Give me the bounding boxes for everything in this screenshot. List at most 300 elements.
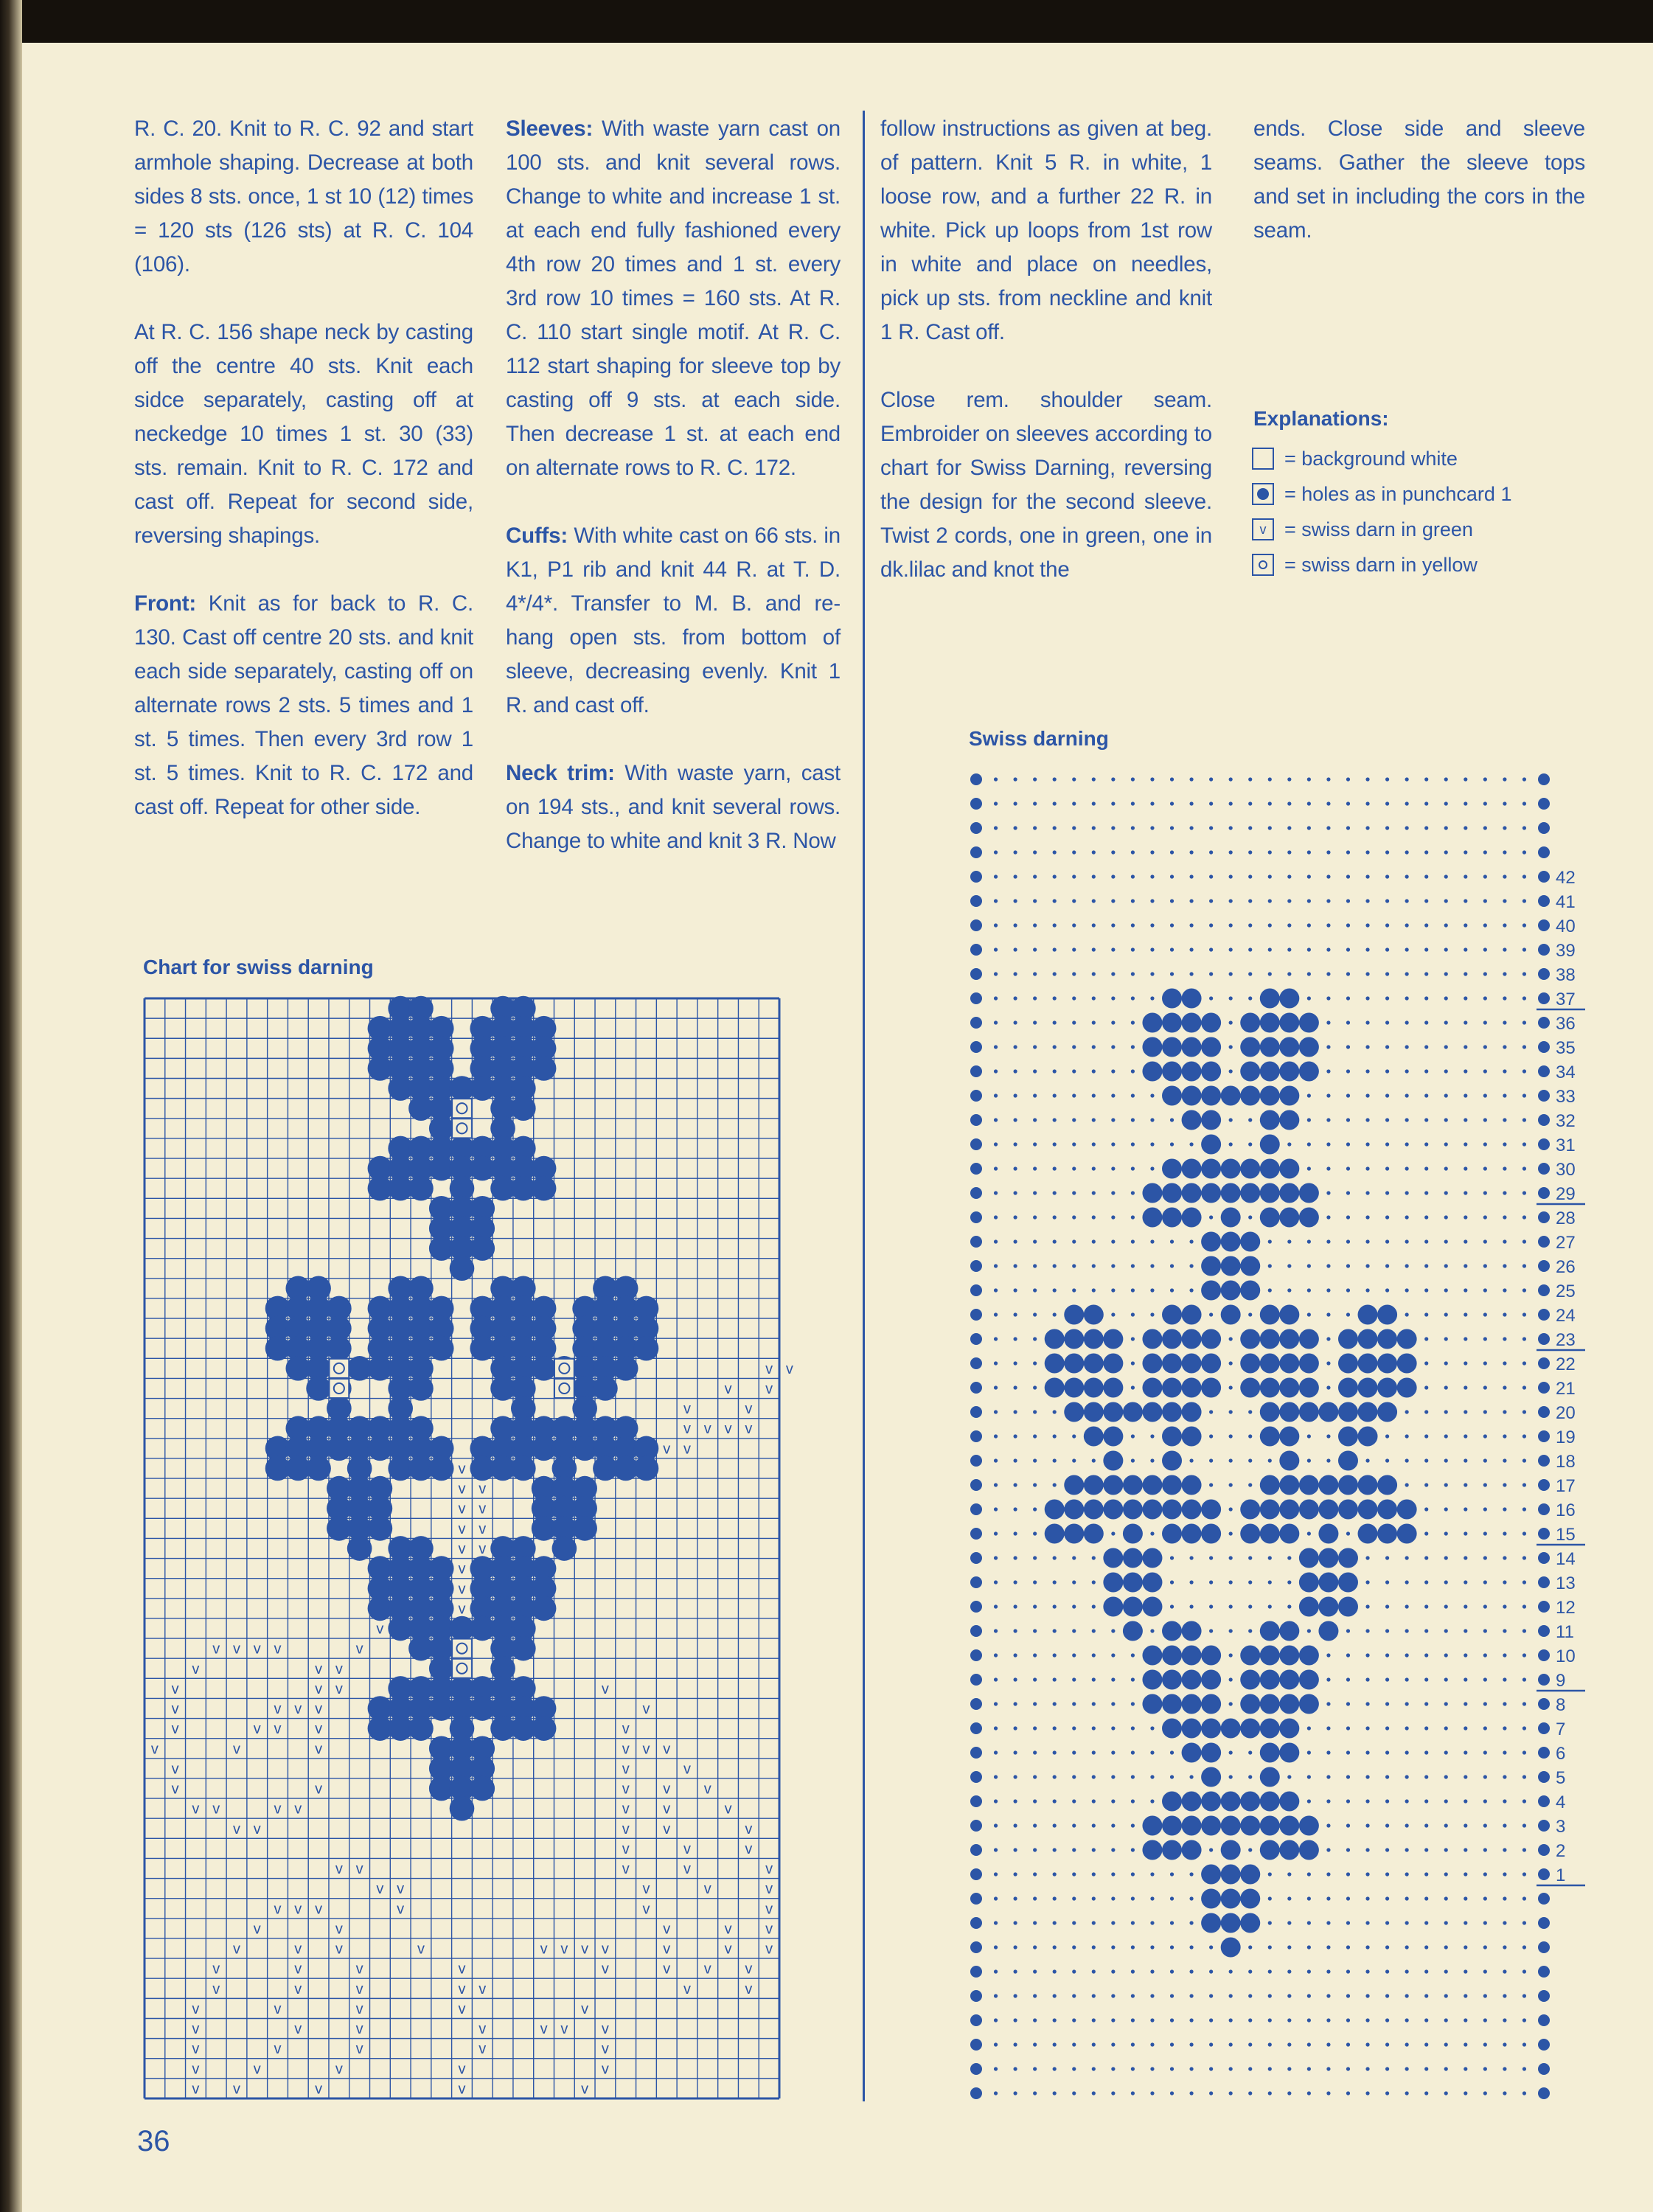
small-dot <box>1405 1848 1409 1851</box>
small-dot <box>1111 2091 1115 2095</box>
small-dot <box>1424 850 1428 854</box>
small-dot <box>1464 972 1467 975</box>
small-dot <box>1464 1726 1467 1730</box>
small-dot <box>1033 1507 1037 1511</box>
small-dot <box>1385 1093 1389 1097</box>
motif-hole <box>1084 1402 1104 1422</box>
small-dot <box>1033 1069 1037 1073</box>
motif-hole <box>1260 1792 1280 1812</box>
small-dot <box>994 947 998 951</box>
small-dot <box>1326 972 1330 975</box>
small-dot <box>1464 1921 1467 1924</box>
small-dot <box>1444 1288 1448 1292</box>
small-dot <box>1444 1556 1448 1559</box>
small-dot <box>1072 1580 1076 1584</box>
small-dot <box>1365 947 1369 951</box>
small-dot <box>1033 2091 1037 2095</box>
small-dot <box>1444 2018 1448 2022</box>
small-dot <box>994 1458 998 1462</box>
small-dot <box>1365 1604 1369 1608</box>
small-dot <box>1053 1556 1057 1559</box>
row-number: 22 <box>1556 1354 1576 1374</box>
small-dot <box>1014 801 1017 805</box>
small-dot <box>1033 2018 1037 2022</box>
small-dot <box>1150 1799 1154 1803</box>
small-dot <box>1424 1507 1428 1511</box>
paragraph-cuffs: Cuffs: With white cast on 66 sts. in K1, P1 rib and knit 44 R. at T. D. 4*/4*. Transfer to M. B. and re-hang open sts. from bottom of sleeve, decreasing evenly. Knit 1 R. and cast off. <box>506 524 841 717</box>
motif-cell <box>511 1096 536 1121</box>
small-dot <box>1424 1726 1428 1730</box>
small-dot <box>1033 1872 1037 1876</box>
motif-hole <box>1182 1305 1202 1325</box>
edge-hole <box>970 1966 982 1978</box>
small-dot <box>1424 2067 1428 2070</box>
green-v-mark: v <box>253 2061 261 2078</box>
small-dot <box>1131 1020 1135 1024</box>
small-dot <box>1483 1896 1487 1900</box>
v-mark-icon: v <box>1252 518 1274 540</box>
small-dot <box>1444 1580 1448 1584</box>
edge-hole <box>1538 773 1550 785</box>
yellow-cell <box>453 1099 472 1118</box>
small-dot <box>1150 1945 1154 1949</box>
yellow-cell <box>453 1119 472 1138</box>
motif-hole <box>1260 1524 1280 1544</box>
green-v-mark: v <box>765 1901 773 1918</box>
small-dot <box>1385 2091 1389 2095</box>
small-dot <box>1365 1677 1369 1681</box>
edge-hole <box>1538 1771 1550 1783</box>
edge-hole <box>1538 1163 1550 1175</box>
small-dot <box>1033 1653 1037 1657</box>
small-dot <box>1503 899 1506 902</box>
small-dot <box>1346 1872 1350 1876</box>
small-dot <box>1326 1264 1330 1267</box>
green-v-mark: v <box>458 1461 466 1478</box>
edge-hole <box>1538 1966 1550 1978</box>
small-dot <box>1307 1994 1311 1997</box>
small-dot <box>1268 1556 1272 1559</box>
small-dot <box>1503 1507 1506 1511</box>
small-dot <box>1444 1750 1448 1754</box>
row-number: 27 <box>1556 1233 1576 1253</box>
green-v-mark: v <box>355 1961 363 1978</box>
small-dot <box>1248 947 1252 951</box>
small-dot <box>1092 1118 1096 1121</box>
small-dot <box>1131 1434 1135 1438</box>
small-dot <box>1111 1191 1115 1194</box>
small-dot <box>1229 1434 1233 1438</box>
motif-hole <box>1064 1500 1084 1520</box>
small-dot <box>1268 1458 1272 1462</box>
motif-hole <box>1162 1670 1182 1690</box>
motif-hole <box>1240 1062 1260 1082</box>
green-v-mark: v <box>274 1701 282 1718</box>
green-v-mark: v <box>232 1820 240 1837</box>
edge-hole <box>1538 2014 1550 2026</box>
small-dot <box>1385 1215 1389 1219</box>
small-dot <box>1503 1312 1506 1316</box>
small-dot <box>1287 1969 1291 1973</box>
motif-hole <box>1142 1354 1162 1374</box>
small-dot <box>1131 1921 1135 1924</box>
row-number: 12 <box>1556 1598 1576 1618</box>
edge-hole <box>970 1041 982 1053</box>
small-dot <box>1522 1629 1526 1632</box>
small-dot <box>1014 1215 1017 1219</box>
edge-hole <box>970 2014 982 2026</box>
small-dot <box>1131 1045 1135 1048</box>
small-dot <box>1346 1823 1350 1827</box>
green-v-mark: v <box>315 1901 323 1918</box>
small-dot <box>1405 1775 1409 1778</box>
small-dot <box>1150 2067 1154 2070</box>
edge-hole <box>1538 895 1550 907</box>
small-dot <box>1150 850 1154 854</box>
small-dot <box>1307 1799 1311 1803</box>
small-dot <box>1170 923 1174 927</box>
motif-hole <box>1201 1500 1221 1520</box>
small-dot <box>1248 996 1252 1000</box>
motif-hole <box>1103 1548 1123 1568</box>
small-dot <box>1170 874 1174 878</box>
small-dot <box>1522 1531 1526 1535</box>
small-dot <box>1111 1045 1115 1048</box>
small-dot <box>1385 1191 1389 1194</box>
small-dot <box>1444 777 1448 781</box>
edge-hole <box>1538 1090 1550 1102</box>
small-dot <box>1131 777 1135 781</box>
green-v-mark: v <box>765 1360 773 1377</box>
edge-hole <box>970 1163 982 1175</box>
motif-hole <box>1162 1378 1182 1398</box>
small-dot <box>1307 1142 1311 1146</box>
small-dot <box>1092 2018 1096 2022</box>
motif-hole <box>1338 1475 1358 1495</box>
green-v-mark: v <box>335 1921 343 1938</box>
motif-hole <box>1162 1159 1182 1179</box>
motif-hole <box>1377 1354 1397 1374</box>
small-dot <box>1385 1556 1389 1559</box>
small-dot <box>1405 1969 1409 1973</box>
motif-hole <box>1358 1354 1378 1374</box>
small-dot <box>1053 1434 1057 1438</box>
small-dot <box>1150 2018 1154 2022</box>
small-dot <box>1365 1045 1369 1048</box>
motif-hole <box>1279 1500 1299 1520</box>
small-dot <box>1503 1483 1506 1486</box>
small-dot <box>1033 801 1037 805</box>
small-dot <box>1326 2042 1330 2046</box>
small-dot <box>994 874 998 878</box>
green-v-mark: v <box>601 2041 609 2058</box>
motif-hole <box>1279 1475 1299 1495</box>
small-dot <box>1287 1142 1291 1146</box>
small-dot <box>1229 1410 1233 1413</box>
row-number: 6 <box>1556 1744 1566 1764</box>
small-dot <box>1444 1069 1448 1073</box>
small-dot <box>1150 1118 1154 1121</box>
motif-hole <box>1318 1402 1338 1422</box>
small-dot <box>1444 2091 1448 2095</box>
small-dot <box>1189 1580 1193 1584</box>
edge-hole <box>1538 871 1550 883</box>
row-number: 16 <box>1556 1500 1576 1520</box>
small-dot <box>1307 1458 1311 1462</box>
small-dot <box>1464 923 1467 927</box>
small-dot <box>1483 1045 1487 1048</box>
small-dot <box>1092 1726 1096 1730</box>
motif-hole <box>1318 1500 1338 1520</box>
small-dot <box>1072 899 1076 902</box>
small-dot <box>1346 1896 1350 1900</box>
small-dot <box>1464 1191 1467 1194</box>
small-dot <box>1111 1775 1115 1778</box>
motif-cell <box>408 1376 434 1401</box>
small-dot <box>1053 1726 1057 1730</box>
small-dot <box>994 996 998 1000</box>
motif-hole <box>1338 1500 1358 1520</box>
green-v-mark: v <box>663 1741 671 1758</box>
small-dot <box>1307 972 1311 975</box>
small-dot <box>1072 1775 1076 1778</box>
motif-hole <box>1182 1013 1202 1033</box>
small-dot <box>1072 1872 1076 1876</box>
small-dot <box>1483 777 1487 781</box>
motif-hole <box>1260 1500 1280 1520</box>
paragraph-back-armhole: R. C. 20. Knit to R. C. 92 and start armhole shaping. Decrease at both sides 8 sts. once, 1 st 10 (12) times = 120 sts (126 sts) at R. C. 104 (106). <box>134 116 473 276</box>
small-dot <box>1464 850 1467 854</box>
row-number: 25 <box>1556 1281 1576 1301</box>
green-v-mark: v <box>315 2081 323 2098</box>
small-dot <box>1385 1288 1389 1292</box>
edge-hole <box>970 1795 982 1807</box>
small-dot <box>1268 2091 1272 2095</box>
small-dot <box>1444 1118 1448 1121</box>
small-dot <box>1326 1872 1330 1876</box>
small-dot <box>1111 801 1115 805</box>
green-v-mark: v <box>478 2021 487 2038</box>
motif-hole <box>1377 1305 1397 1325</box>
green-v-mark: v <box>192 2081 200 2098</box>
small-dot <box>1053 874 1057 878</box>
small-dot <box>1326 1702 1330 1705</box>
small-dot <box>1405 874 1409 878</box>
row-number: 17 <box>1556 1476 1576 1496</box>
small-dot <box>1248 874 1252 878</box>
small-dot <box>1150 1726 1154 1730</box>
small-dot <box>1405 1726 1409 1730</box>
small-dot <box>1209 850 1213 854</box>
green-v-mark: v <box>355 2021 363 2038</box>
green-v-mark: v <box>478 1520 487 1537</box>
small-dot <box>1150 801 1154 805</box>
small-dot <box>994 1799 998 1803</box>
motif-hole <box>1201 1865 1221 1885</box>
small-dot <box>1365 1629 1369 1632</box>
small-dot <box>1307 874 1311 878</box>
small-dot <box>1209 1215 1213 1219</box>
motif-hole <box>1045 1354 1065 1374</box>
motif-hole <box>1260 1086 1280 1106</box>
small-dot <box>1209 2091 1213 2095</box>
small-dot <box>1111 899 1115 902</box>
small-dot <box>1326 1045 1330 1048</box>
small-dot <box>1522 923 1526 927</box>
yellow-cell <box>453 1639 472 1658</box>
small-dot <box>1326 874 1330 878</box>
small-dot <box>1464 1531 1467 1535</box>
small-dot <box>1444 1191 1448 1194</box>
small-dot <box>1365 1093 1369 1097</box>
motif-hole <box>1299 1573 1319 1593</box>
small-dot <box>1522 1312 1526 1316</box>
motif-hole <box>1103 1451 1123 1471</box>
green-v-mark: v <box>724 1921 732 1938</box>
small-dot <box>1326 1215 1330 1219</box>
small-dot <box>1405 1069 1409 1073</box>
green-v-mark: v <box>253 1641 261 1658</box>
motif-hole <box>1279 1719 1299 1739</box>
paragraph-sleeves: Sleeves: With waste yarn cast on 100 sts. and knit several rows. Change to white and increase 1 st. at each end fully fashioned every 4th row 20 times and 1 st. every 3rd row 10 times = 160 sts. At R. C. 110 start single motif. At R. C. 112 start shaping for sleeve top by casting off 9 sts. at each side. Then decrease 1 st. at each end on alternate rows to R. C. 172. <box>506 116 841 480</box>
small-dot <box>1053 2091 1057 2095</box>
small-dot <box>1092 947 1096 951</box>
motif-hole <box>1221 1938 1241 1958</box>
small-dot <box>1092 1896 1096 1900</box>
small-dot <box>1033 1288 1037 1292</box>
motif-hole <box>1358 1427 1378 1447</box>
small-dot <box>1111 1726 1115 1730</box>
green-v-mark: v <box>540 2021 548 2038</box>
green-v-mark: v <box>192 2041 200 2058</box>
small-dot <box>1248 1848 1252 1851</box>
small-dot <box>1522 1726 1526 1730</box>
small-dot <box>1307 1166 1311 1170</box>
small-dot <box>1503 996 1506 1000</box>
edge-hole <box>970 1552 982 1564</box>
small-dot <box>1346 1264 1350 1267</box>
small-dot <box>1326 923 1330 927</box>
small-dot <box>1268 2042 1272 2046</box>
small-dot <box>1033 1215 1037 1219</box>
small-dot <box>1522 1823 1526 1827</box>
small-dot <box>1209 923 1213 927</box>
small-dot <box>1444 1848 1448 1851</box>
edge-hole <box>1538 1211 1550 1223</box>
motif-hole <box>1182 1110 1202 1130</box>
green-v-mark: v <box>171 1721 179 1738</box>
motif-hole <box>1279 1524 1299 1544</box>
small-dot <box>1072 1069 1076 1073</box>
small-dot <box>1229 1361 1233 1365</box>
small-dot <box>1464 1507 1467 1511</box>
small-dot <box>1092 777 1096 781</box>
small-dot <box>1444 1726 1448 1730</box>
small-dot <box>1053 1166 1057 1170</box>
small-dot <box>1131 1872 1135 1876</box>
motif-cell <box>306 1456 331 1481</box>
small-dot <box>1014 850 1017 854</box>
green-v-mark: v <box>622 1861 630 1878</box>
small-dot <box>1326 826 1330 830</box>
small-dot <box>1464 1410 1467 1413</box>
small-dot <box>1365 1142 1369 1146</box>
small-dot <box>1189 2091 1193 2095</box>
green-v-mark: v <box>683 1421 692 1438</box>
small-dot <box>1405 1288 1409 1292</box>
small-dot <box>1053 1483 1057 1486</box>
motif-hole <box>1182 1354 1202 1374</box>
motif-hole <box>1260 1354 1280 1374</box>
small-dot <box>1053 1653 1057 1657</box>
motif-hole <box>1162 1475 1182 1495</box>
small-dot <box>1346 1799 1350 1803</box>
small-dot <box>1033 923 1037 927</box>
motif-hole <box>1279 1062 1299 1082</box>
motif-hole <box>1064 1354 1084 1374</box>
green-v-mark: v <box>765 1881 773 1898</box>
small-dot <box>1464 1823 1467 1827</box>
green-v-mark: v <box>458 1961 466 1978</box>
motif-hole <box>1299 1597 1319 1617</box>
small-dot <box>994 1191 998 1194</box>
small-dot <box>1464 1434 1467 1438</box>
small-dot <box>1464 826 1467 830</box>
small-dot <box>1346 923 1350 927</box>
small-dot <box>1248 1629 1252 1632</box>
motif-cell <box>429 1456 454 1481</box>
small-dot <box>1150 874 1154 878</box>
small-dot <box>1248 1775 1252 1778</box>
small-dot <box>1326 1337 1330 1340</box>
motif-hole <box>1318 1597 1338 1617</box>
green-v-mark: v <box>417 1941 425 1958</box>
motif-hole <box>1084 1500 1104 1520</box>
small-dot <box>1229 1385 1233 1389</box>
green-v-mark: v <box>458 1561 466 1578</box>
small-dot <box>1111 1653 1115 1657</box>
motif-hole <box>1123 1402 1143 1422</box>
motif-hole <box>1123 1573 1143 1593</box>
small-dot <box>1287 826 1291 830</box>
small-dot <box>1405 1823 1409 1827</box>
edge-hole <box>1538 1649 1550 1661</box>
motif-hole <box>1299 1378 1319 1398</box>
motif-hole <box>1279 1037 1299 1057</box>
small-dot <box>1014 1410 1017 1413</box>
motif-hole <box>1240 1281 1260 1301</box>
small-dot <box>1092 1799 1096 1803</box>
small-dot <box>1014 1166 1017 1170</box>
green-v-mark: v <box>642 1901 650 1918</box>
small-dot <box>1444 1312 1448 1316</box>
small-dot <box>1033 1896 1037 1900</box>
motif-hole <box>1142 1062 1162 1082</box>
small-dot <box>1189 2042 1193 2046</box>
small-dot <box>1072 1020 1076 1024</box>
small-dot <box>1033 1677 1037 1681</box>
small-dot <box>1346 1312 1350 1316</box>
small-dot <box>1424 1483 1428 1486</box>
small-dot <box>1209 1945 1213 1949</box>
motif-hole <box>1377 1524 1397 1544</box>
motif-hole <box>1279 1402 1299 1422</box>
small-dot <box>1092 1556 1096 1559</box>
edge-hole <box>1538 1601 1550 1613</box>
small-dot <box>1464 1069 1467 1073</box>
small-dot <box>1326 2018 1330 2022</box>
small-dot <box>1405 1215 1409 1219</box>
